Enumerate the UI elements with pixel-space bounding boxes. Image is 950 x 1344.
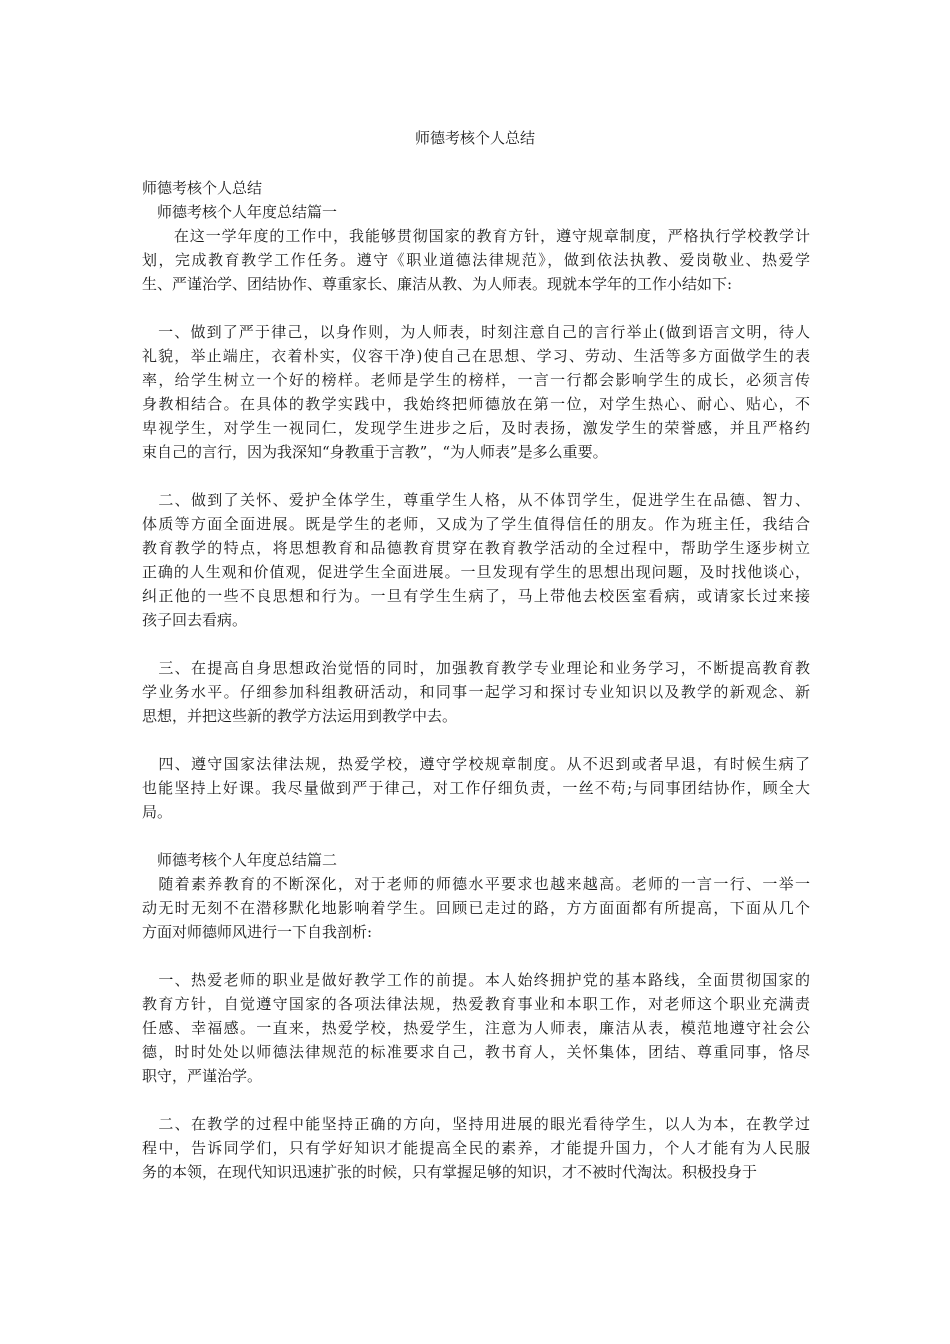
text-line: 礼貌，举止端庄，衣着朴实，仪容干净)使自己在思想、学习、劳动、生活等多方面做学生的表 [142, 347, 810, 365]
text-line: 动无时无刻不在潜移默化地影响着学生。回顾已走过的路，方方面面都有所提高，下面从几个 [142, 899, 810, 917]
text-line: 师德考核个人总结 [142, 179, 263, 197]
text-line: 教育方针，自觉遵守国家的各项法律法规，热爱教育事业和本职工作，对老师这个职业充满责 [142, 995, 810, 1013]
paragraph-gap [142, 296, 810, 320]
text-line: 教育教学的特点，将思想教育和品德教育贯穿在教育教学活动的全过程中，帮助学生逐步树立 [142, 539, 810, 557]
document-title: 师德考核个人总结 [414, 129, 535, 147]
text-line: 任感、幸福感。一直来，热爱学校，热爱学生，注意为人师表，廉洁从表，模范地遵守社会公 [142, 1019, 810, 1037]
text-line: 四、遵守国家法律法规，热爱学校，遵守学校规章制度。从不迟到或者早退，有时候生病了 [142, 755, 810, 773]
text-line: 程中，告诉同学们，只有学好知识才能提高全民的素养，才能提升国力，个人才能有为人民服 [142, 1139, 810, 1157]
text-line: 一、热爱老师的职业是做好教学工作的前提。本人始终拥护党的基本路线，全面贯彻国家的 [142, 971, 810, 989]
text-line: 二、做到了关怀、爱护全体学生，尊重学生人格，从不体罚学生，促进学生在品德、智力、 [142, 491, 810, 509]
paragraph-gap [142, 1088, 810, 1112]
text-line: 划，完成教育教学工作任务。遵守《职业道德法律规范》，做到依法执教、爱岗敬业、热爱学 [142, 251, 810, 269]
paragraph-gap [142, 824, 810, 848]
text-line: 也能坚持上好课。我尽量做到严于律己，对工作仔细负责，一丝不苟;与同事团结协作，顾全大 [142, 779, 810, 797]
text-line: 思想，并把这些新的教学方法运用到教学中去。 [142, 707, 458, 725]
paragraph-gap [142, 944, 810, 968]
text-line: 职守，严谨治学。 [142, 1067, 263, 1085]
text-line: 正确的人生观和价值观，促进学生全面进展。一旦发现有学生的思想出现问题，及时找他谈心， [142, 563, 810, 581]
text-line: 德，时时处处以师德法律规范的标准要求自己，教书育人，关怀集体，团结、尊重同事，恪尽 [142, 1043, 810, 1061]
text-line: 生、严谨治学、团结协作、尊重家长、廉洁从教、为人师表。现就本学年的工作小结如下: [142, 275, 733, 293]
document-body [142, 176, 810, 1184]
paragraph-gap [142, 728, 810, 752]
text-line: 学业务水平。仔细参加科组教研活动，和同事一起学习和探讨专业知识以及教学的新观念、新 [142, 683, 810, 701]
text-line: 率，给学生树立一个好的榜样。老师是学生的榜样，一言一行都会影响学生的成长，必须言传 [142, 371, 810, 389]
text-line: 卑视学生，对学生一视同仁，发现学生进步之后，及时表扬，激发学生的荣誉感，并且严格约 [142, 419, 810, 437]
text-line: 随着素养教育的不断深化，对于老师的师德水平要求也越来越高。老师的一言一行、一举一 [142, 875, 810, 893]
text-line: 孩子回去看病。 [142, 611, 248, 629]
text-line: 在这一学年度的工作中，我能够贯彻国家的教育方针，遵守规章制度，严格执行学校教学计 [142, 227, 810, 245]
text-line: 纠正他的一些不良思想和行为。一旦有学生生病了，马上带他去校医室看病，或请家长过来接 [142, 587, 810, 605]
text-line: 三、在提高自身思想政治觉悟的同时，加强教育教学专业理论和业务学习，不断提高教育教 [142, 659, 810, 677]
text-line: 束自己的言行，因为我深知“身教重于言教”，“为人师表”是多么重要。 [142, 443, 608, 461]
paragraph-gap [142, 464, 810, 488]
text-line: 一、做到了严于律己，以身作则，为人师表，时刻注意自己的言行举止(做到语言文明，待人 [142, 323, 810, 341]
text-line: 身教相结合。在具体的教学实践中，我始终把师德放在第一位，对学生热心、耐心、贴心，不 [142, 395, 810, 413]
text-line: 师德考核个人年度总结篇二 [142, 851, 338, 869]
text-line: 方面对师德师风进行一下自我剖析: [142, 923, 373, 941]
text-line: 局。 [142, 803, 173, 821]
text-line: 二、在教学的过程中能坚持正确的方向，坚持用进展的眼光看待学生，以人为本，在教学过 [142, 1115, 810, 1133]
text-line: 体质等方面全面进展。既是学生的老师，又成为了学生值得信任的朋友。作为班主任，我结合 [142, 515, 810, 533]
text-line: 务的本领，在现代知识迅速扩张的时候，只有掌握足够的知识，才不被时代淘汰。积极投身于 [142, 1163, 758, 1181]
paragraph-gap [142, 632, 810, 656]
text-line: 师德考核个人年度总结篇一 [142, 203, 338, 221]
